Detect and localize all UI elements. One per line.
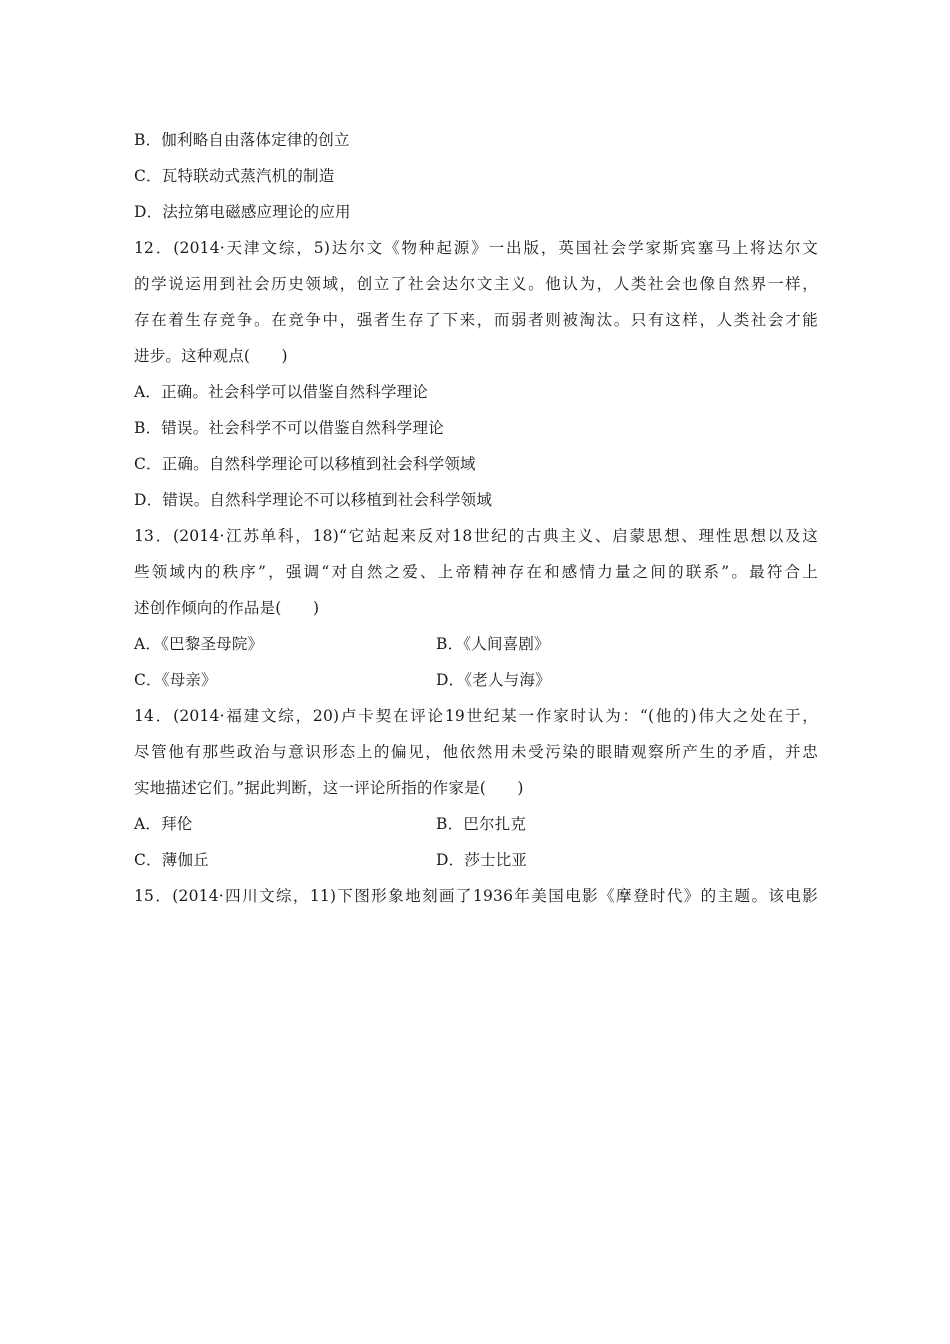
q14-option-c: C．薄伽丘 <box>134 851 209 869</box>
q13-stem-line-1: 13．(2014·江苏单科，18)“它站起来反对18世纪的古典主义、启蒙思想、理性思想以及这 <box>134 527 818 545</box>
q14-option-a: A．拜伦 <box>134 815 193 833</box>
q12-option-c: C．正确。自然科学理论可以移植到社会科学领域 <box>134 455 476 473</box>
q13-stem-line-2: 些领域内的秩序”，强调“对自然之爱、上帝精神存在和感情力量之间的联系”。最符合上 <box>134 563 818 581</box>
q12-stem-line-2: 的学说运用到社会历史领域，创立了社会达尔文主义。他认为，人类社会也像自然界一样， <box>134 275 818 293</box>
q13-option-c: C．《母亲》 <box>134 671 217 689</box>
q14-stem-line-2: 尽管他有那些政治与意识形态上的偏见，他依然用未受污染的眼睛观察所产生的矛盾，并忠 <box>134 743 818 761</box>
q11-option-b: B．伽利略自由落体定律的创立 <box>134 131 350 149</box>
q12-stem-line-3: 存在着生存竞争。在竞争中，强者生存了下来，而弱者则被淘汰。只有这样，人类社会才能 <box>134 311 818 329</box>
q15-stem-line-1: 15．(2014·四川文综，11)下图形象地刻画了1936年美国电影《摩登时代》的主题。该电影 <box>134 887 818 905</box>
q13-options-row-1 <box>134 626 818 662</box>
q14-options-row-2 <box>134 842 818 878</box>
q14-stem-line-1: 14．(2014·福建文综，20)卢卡契在评论19世纪某一作家时认为：“(他的)伟大之处在于， <box>134 707 818 725</box>
q13-option-b: B．《人间喜剧》 <box>436 635 550 653</box>
q12-option-b: B．错误。社会科学不可以借鉴自然科学理论 <box>134 419 444 437</box>
q14-options-row-1 <box>134 806 818 842</box>
q12-stem-line-4: 进步。这种观点( ) <box>134 347 288 365</box>
q13-option-a: A．《巴黎圣母院》 <box>134 635 264 653</box>
q12-option-d: D．错误。自然科学理论不可以移植到社会科学领域 <box>134 491 493 509</box>
q13-option-d: D．《老人与海》 <box>436 671 551 689</box>
q12-stem-line-1: 12．(2014·天津文综，5)达尔文《物种起源》一出版，英国社会学家斯宾塞马上将达尔文 <box>134 239 818 257</box>
q14-option-b: B．巴尔扎克 <box>436 815 527 833</box>
document-page <box>134 122 818 914</box>
q13-options-row-2 <box>134 662 818 698</box>
q14-option-d: D．莎士比亚 <box>436 851 528 869</box>
q11-option-d: D．法拉第电磁感应理论的应用 <box>134 203 351 221</box>
q11-option-c: C．瓦特联动式蒸汽机的制造 <box>134 167 335 185</box>
q14-stem-line-3: 实地描述它们。”据此判断，这一评论所指的作家是( ) <box>134 779 524 797</box>
q13-stem-line-3: 述创作倾向的作品是( ) <box>134 599 320 617</box>
q12-option-a: A．正确。社会科学可以借鉴自然科学理论 <box>134 383 428 401</box>
